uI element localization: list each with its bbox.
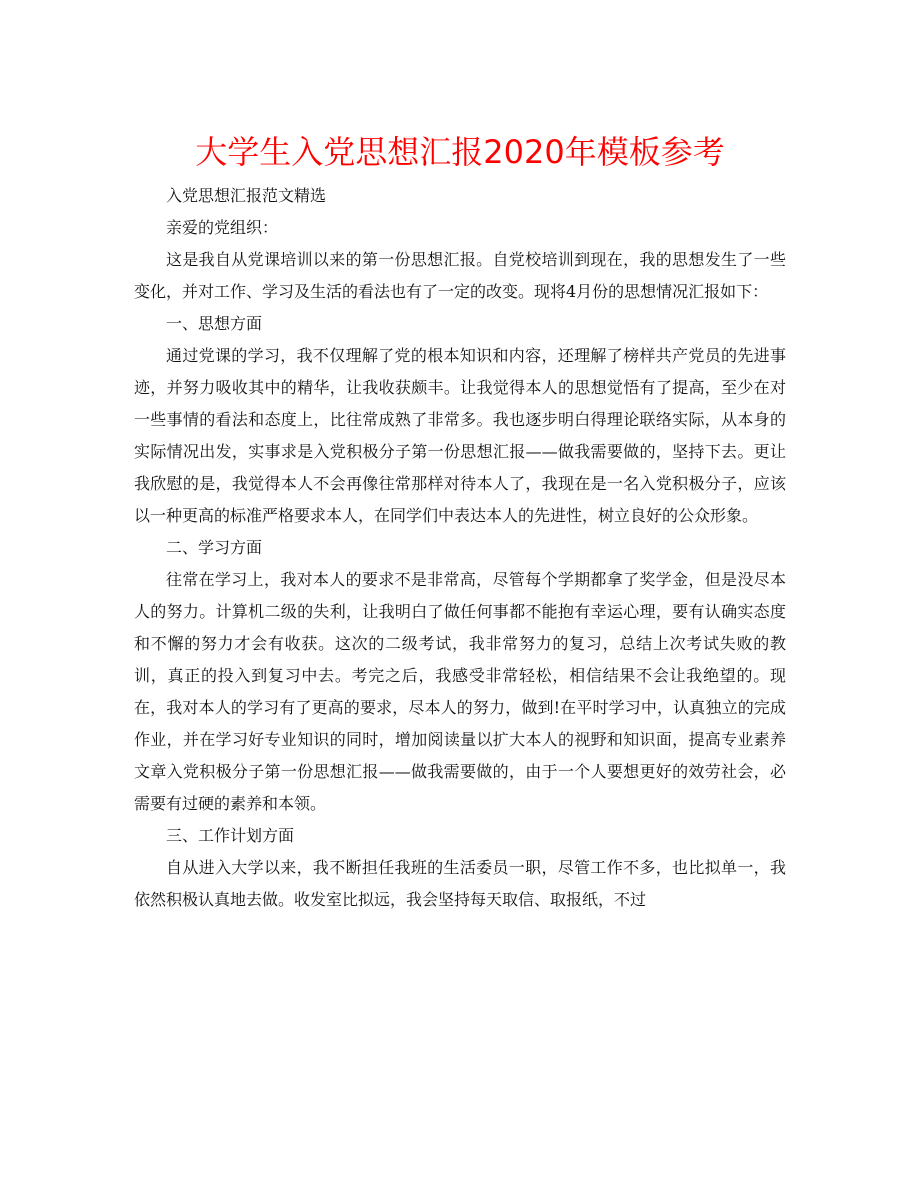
study-paragraph: 往常在学习上，我对本人的要求不是非常高，尽管每个学期都拿了奖学金，但是没尽本人的努力。计算机二级的失利，让我明白了做任何事都不能抱有幸运心理，要有认确实态度和不懈的努力才会有收获。这次的二级考试，我非常努力的复习，总结上次考试失败的教训，真正的投入到复习中去。考完之后，我感受非常轻松，相信结果不会让我绝望的。现在，我对本人的学习有了更高的要求，尽本人的努力，做到!在平时学习中，认真独立的完成作业，并在学习好专业知识的同时，增加阅读量以扩大本人的视野和知识面，提高专业素养文章入党积极分子第一份思想汇报——做我需要做的，由于一个人要想更好的效劳社会，必需要有过硬的素养和本领。 <box>134 570 786 813</box>
section-heading-work: 三、工作计划方面 <box>166 826 295 845</box>
thought-paragraph: 通过党课的学习，我不仅理解了党的根本知识和内容，还理解了榜样共产党员的先进事迹，并努力吸收其中的精华，让我收获颇丰。让我觉得本人的思想觉悟有了提高，至少在对一些事情的看法和态度上，比往常成熟了非常多。我也逐步明白得理论联络实际，从本身的实际情况出发，实事求是入党积极分子第一份思想汇报——做我需要做的，坚持下去。更让我欣慰的是，我觉得本人不会再像往常那样对待本人了，我现在是一名入党积极分子，应该以一种更高的标准严格要求本人，在同学们中表达本人的先进性，树立良好的公众形象。 <box>134 346 786 525</box>
subtitle-paragraph: 入党思想汇报范文精选 <box>166 186 327 205</box>
intro-paragraph: 这是我自从党课培训以来的第一份思想汇报。自党校培训到现在，我的思想发生了一些变化，并对工作、学习及生活的看法也有了一定的改变。现将4月份的思想情况汇报如下： <box>134 250 786 301</box>
document-title: 大学生入党思想汇报2020年模板参考 <box>195 133 725 171</box>
document-body <box>134 180 786 916</box>
section-heading-study: 二、学习方面 <box>166 538 263 557</box>
work-paragraph: 自从进入大学以来，我不断担任我班的生活委员一职，尽管工作不多，也比拟单一，我依然积极认真地去做。收发室比拟远，我会坚持每天取信、取报纸，不过 <box>134 858 786 909</box>
section-heading-thought: 一、思想方面 <box>166 314 263 333</box>
salutation-paragraph: 亲爱的党组织： <box>166 218 279 237</box>
